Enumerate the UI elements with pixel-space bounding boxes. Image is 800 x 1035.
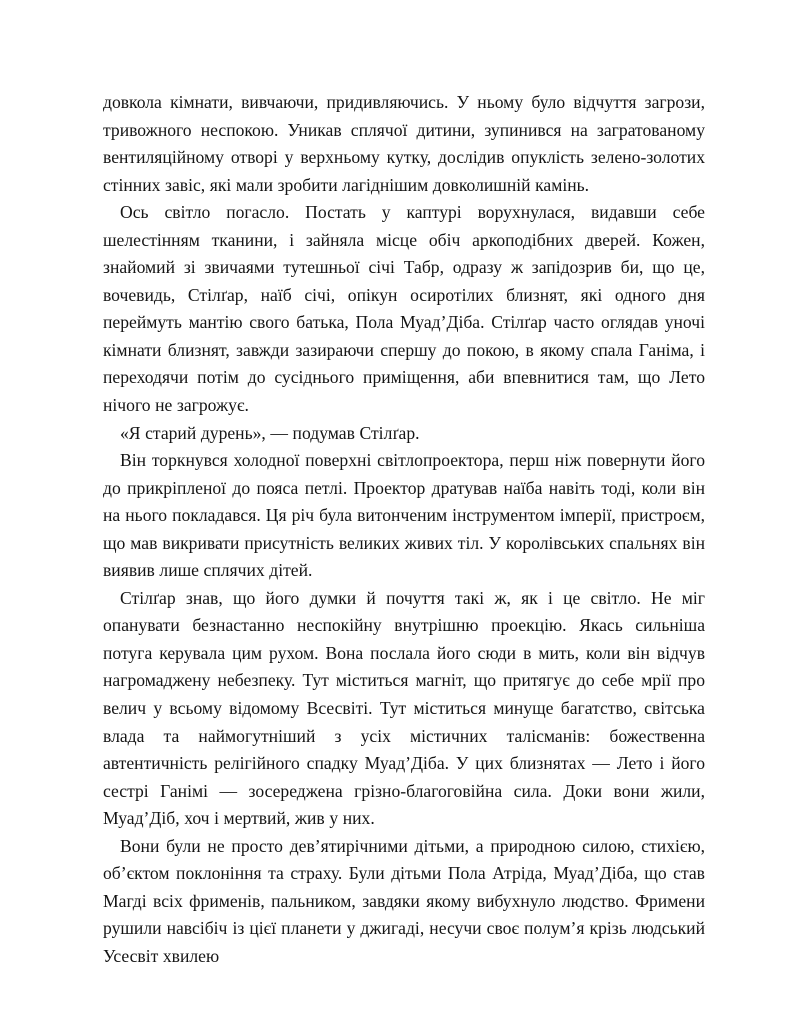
paragraph: Вони були не просто дев’ятирічними дітьми, а природною силою, стихією, об’єктом поклоніння та страху. Були дітьми Пола Атріда, Муад’Діба, що став Магді всіх фрименів, пальником, завдяки якому вибухнуло людство. Фримени рушили навсібіч із цієї планети у джигаді, несучи своє полум’я крізь людський Усесвіт хвилею [103,835,705,966]
paragraph: Ось світло погасло. Постать у каптурі ворухнулася, видавши себе шелестінням тканини, і зайняла місце обіч аркоподібних дверей. Кожен, знайомий зі звичаями тутешньої січі Табр, одразу ж запідозрив би, що це, вочевидь, Стілґар, наїб січі, опікун осиротілих близнят, які одного дня переймуть мантію свого батька, Пола Муад’Діба. Стілґар часто оглядав уночі кімнати близнят, завжди зазираючи спершу до покою, в якому спала Ганіма, і переходячи потім до сусіднього приміщення, аби впевнитися там, що Лето нічого не загрожує. [103,202,705,416]
paragraph: Стілґар знав, що його думки й почуття такі ж, як і це світло. Не міг опанувати безнастанно неспокійну внутрішню проекцію. Якась сильніша потуга керувала цим рухом. Вона послала його сюди в мить, коли він відчув нагромаджену небезпеку. Тут міститься магніт, що притягує до себе мрії про велич у всьому відомому Всесвіті. Тут міститься минуще багатство, світська влада та наймогутніший з усіх містичних талісманів: божественна автентичність релігійного спадку Муад’Діба. У цих близнятах — Лето і його сестрі Ганімі — зосереджена грізно-благоговійна сила. Доки вони жили, Муад’Діб, хоч і мертвий, жив у них. [103,587,705,829]
paragraph: «Я старий дурень», — подумав Стілґар. [120,422,420,443]
paragraph: довкола кімнати, вивчаючи, придивляючись. У ньому було відчуття загрози, тривожного неспокою. Уникав сплячої дитини, зупинився на загратованому вентиляційному отворі у верхньому кутку, дослідив опуклість зелено-золотих стінних завіс, які мали зробити лагіднішим довколишній камінь. [103,92,705,195]
paragraph: Він торкнувся холодної поверхні світлопроектора, перш ніж повернути його до прикріпленої до пояса петлі. Проектор дратував наїба навіть тоді, коли він на нього покладався. Ця річ була витонченим інструментом імперії, пристроєм, що мав викривати присутність великих живих тіл. У королівських спальнях він виявив лише сплячих дітей. [103,450,705,581]
page-text-block [103,89,705,971]
